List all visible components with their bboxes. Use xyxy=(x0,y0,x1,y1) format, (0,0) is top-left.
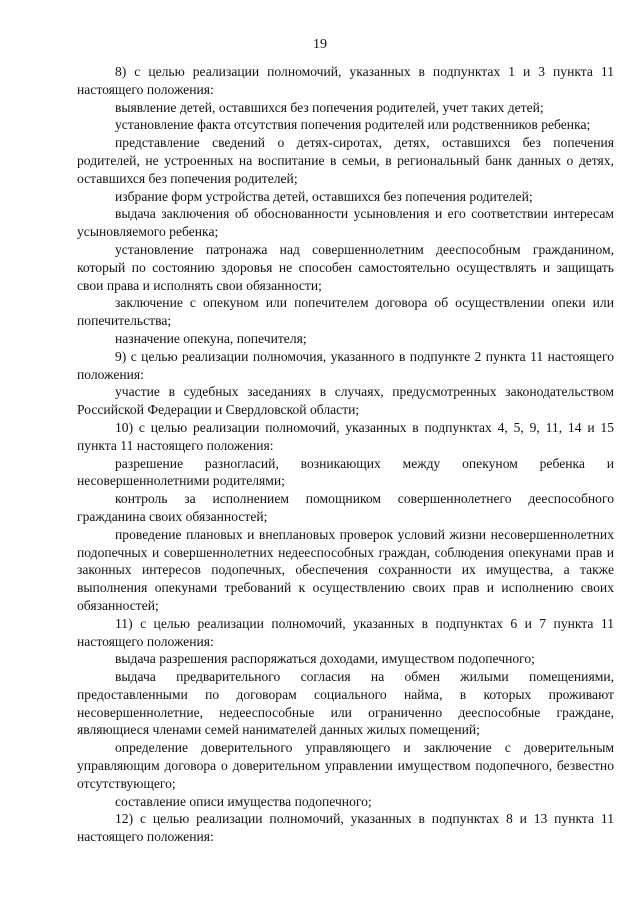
paragraph: назначение опекуна, попечителя; xyxy=(115,330,307,346)
paragraph: установление патронажа над совершеннолетним дееспособным гражданином, который по состоянию здоровья не способен самостоятельно осуществлять и защищать свои права и исполнять свои обязанности; xyxy=(77,241,614,293)
paragraph: выдача предварительного согласия на обмен жилыми помещениями, предоставленными по договорам социального найма, в которых проживают несовершеннолетние, недееспособные или ограниченно дееспособные граждане, являющиеся членами семей нанимателей данных жилых помещений; xyxy=(77,669,614,738)
paragraph: составление описи имущества подопечного; xyxy=(115,793,372,809)
paragraph: 8) с целью реализации полномочий, указанных в подпунктах 1 и 3 пункта 11 настоящего положения: xyxy=(77,64,614,97)
document-body xyxy=(77,63,614,846)
paragraph: участие в судебных заседаниях в случаях, предусмотренных законодательством Российской Федерации и Свердловской области; xyxy=(77,384,614,418)
paragraph: разрешение разногласий, возникающих между опекуном ребенка и несовершеннолетними родителями; xyxy=(77,455,614,489)
paragraph: выдача разрешения распоряжаться доходами, имуществом подопечного; xyxy=(115,651,535,667)
paragraph: избрание форм устройства детей, оставшихся без попечения родителей; xyxy=(115,188,533,204)
paragraph: представление сведений о детях-сиротах, детях, оставшихся без попечения родителей, не устроенных на воспитание в семьи, в региональный банк данных о детях, оставшихся без попечения родителей; xyxy=(77,135,614,186)
paragraph: 11) с целью реализации полномочий, указанных в подпунктах 6 и 7 пункта 11 настоящего положения: xyxy=(77,615,614,649)
paragraph: 10) с целью реализации полномочий, указанных в подпунктах 4, 5, 9, 11, 14 и 15 пункта 11 настоящего положения: xyxy=(77,419,614,453)
paragraph: выявление детей, оставшихся без попечения родителей, учет таких детей; xyxy=(115,99,544,115)
paragraph: проведение плановых и внеплановых проверок условий жизни несовершеннолетних подопечных и совершеннолетних недееспособных граждан, соблюдения опекунами прав и законных интересов подопечных, обеспечения сохранности их имущества, а также выполнения опекунами требований к осуществлению своих прав и исполнению своих обязанностей; xyxy=(77,526,614,613)
paragraph: 9) с целью реализации полномочия, указанного в подпункте 2 пункта 11 настоящего положения: xyxy=(77,348,614,382)
paragraph: выдача заключения об обоснованности усыновления и его соответствии интересам усыновляемого ребенка; xyxy=(77,206,614,240)
page-number: 19 xyxy=(313,37,327,52)
paragraph: контроль за исполнением помощником совершеннолетнего дееспособного гражданина своих обязанностей; xyxy=(77,491,614,524)
paragraph: определение доверительного управляющего и заключение с доверительным управляющим договора о доверительном управлении имуществом подопечного, безвестно отсутствующего; xyxy=(77,740,614,791)
paragraph: 12) с целью реализации полномочий, указанных в подпунктах 8 и 13 пункта 11 настоящего положения: xyxy=(77,811,614,845)
paragraph: установление факта отсутствия попечения родителей или родственников ребенка; xyxy=(115,117,591,133)
paragraph: заключение с опекуном или попечителем договора об осуществлении опеки или попечительства; xyxy=(77,295,614,329)
